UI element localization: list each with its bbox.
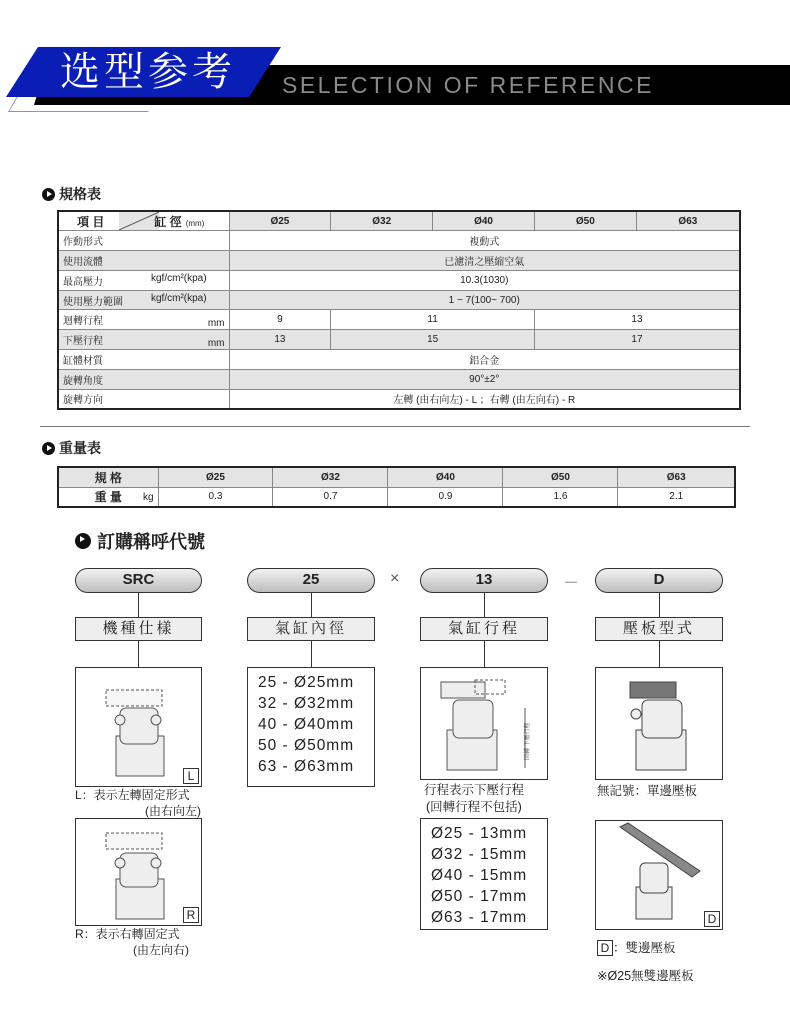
weight-header-spec: 規 格 xyxy=(58,467,158,487)
spec-row xyxy=(58,310,740,330)
stroke-option: Ø63 - 17mm xyxy=(431,909,528,926)
code-bore: 25 xyxy=(247,568,375,593)
spec-row xyxy=(58,330,740,350)
separator-dash: － xyxy=(563,575,580,592)
weight-row xyxy=(58,487,735,507)
double-plate-figure xyxy=(595,820,723,930)
weight-value: 0.3 xyxy=(158,487,273,507)
connector xyxy=(484,593,485,617)
stroke-figure-label: 回轉 下壓行程 xyxy=(525,722,531,760)
left-caption: L：表示左轉固定形式 xyxy=(75,788,190,802)
spec-row-label xyxy=(58,369,229,389)
spec-cell: 90°±2° xyxy=(229,369,740,389)
stroke-caption: 行程表示下壓行程 xyxy=(424,783,525,797)
weight-value: 0.7 xyxy=(273,487,388,507)
weight-header-col: Ø40 xyxy=(388,467,503,487)
spec-row xyxy=(58,369,740,389)
spec-cell: 13 xyxy=(534,310,740,330)
connector xyxy=(311,593,312,617)
note: ※Ø25無雙邊壓板 xyxy=(597,969,694,983)
spec-row-label xyxy=(58,389,229,409)
spec-row-label xyxy=(58,310,229,330)
spec-row xyxy=(58,251,740,271)
spec-cell: 17 xyxy=(534,330,740,350)
spec-cell: 已濾清之壓縮空氣 xyxy=(229,251,740,271)
stroke-option: Ø25 - 13mm xyxy=(431,825,528,842)
spec-title: 規格表 xyxy=(59,186,101,202)
spec-row-unit: kgf/cm²(kpa) xyxy=(151,272,207,284)
spec-row-label xyxy=(58,251,229,271)
play-bullet-icon xyxy=(75,533,91,549)
bore-option: 40 - Ø40mm xyxy=(258,716,355,733)
right-caption: R：表示右轉固定式 xyxy=(75,927,180,941)
spec-row-label-text: 下壓行程 xyxy=(63,336,103,348)
label-plate: 壓板型式 xyxy=(595,617,723,641)
spec-row-unit: mm xyxy=(207,318,225,330)
label-model: 機種仕樣 xyxy=(75,617,202,641)
spec-header-col: Ø32 xyxy=(331,211,433,231)
spec-header-item-bore xyxy=(58,211,229,231)
order-title: 訂購稱呼代號 xyxy=(97,532,205,552)
spec-row-label-text: 旋轉角度 xyxy=(63,375,103,387)
stroke-caption-sub: (回轉行程不包括) xyxy=(426,800,522,814)
spec-row-label xyxy=(58,350,229,370)
spec-cell: 11 xyxy=(331,310,535,330)
tag-L: L xyxy=(183,768,199,784)
stroke-figure xyxy=(420,667,548,780)
spec-row-label-text: 迴轉行程 xyxy=(63,316,103,328)
weight-header-row xyxy=(58,467,735,487)
double-plate-caption-text: ：雙邊壓板 xyxy=(613,941,676,955)
play-bullet-icon xyxy=(42,442,55,455)
spec-header-col: Ø63 xyxy=(636,211,740,231)
spec-row xyxy=(58,290,740,310)
bore-option: 50 - Ø50mm xyxy=(258,737,355,754)
connector xyxy=(138,593,139,617)
bore-option: 25 - Ø25mm xyxy=(258,674,355,691)
code-plate: D xyxy=(595,568,723,593)
single-plate-clamp-illustration xyxy=(596,668,722,779)
double-plate-caption xyxy=(597,940,676,956)
spec-row-label-text: 最高壓力 xyxy=(63,276,103,288)
spec-row-label xyxy=(58,231,229,251)
spec-cell: 10.3(1030) xyxy=(229,270,740,290)
spec-cell: 15 xyxy=(331,330,535,350)
weight-label-text: 重 量 xyxy=(94,490,122,505)
spec-row-label xyxy=(58,270,229,290)
spec-header-col: Ø50 xyxy=(534,211,636,231)
left-turn-figure xyxy=(75,667,202,787)
spec-table xyxy=(57,210,741,410)
spec-header-unit: (mm) xyxy=(185,218,205,228)
clamp-stroke-illustration xyxy=(421,668,547,779)
spec-row-label-text: 使用流體 xyxy=(63,256,103,268)
spec-header-col: Ø25 xyxy=(229,211,331,231)
weight-value: 1.6 xyxy=(503,487,618,507)
spec-row-label-text: 旋轉方向 xyxy=(63,395,103,407)
right-turn-figure xyxy=(75,818,202,926)
code-model: SRC xyxy=(75,568,202,593)
page-subtitle: SELECTION OF REFERENCE xyxy=(282,72,654,98)
spec-row xyxy=(58,350,740,370)
left-caption-sub: (由右向左) xyxy=(145,804,201,818)
stroke-option: Ø32 - 15mm xyxy=(431,846,528,863)
stroke-list xyxy=(420,818,548,930)
stroke-option: Ø50 - 17mm xyxy=(431,888,528,905)
connector xyxy=(659,641,660,667)
weight-value: 0.9 xyxy=(388,487,503,507)
connector xyxy=(311,641,312,667)
page-title: 选型参考 xyxy=(60,49,236,95)
spec-row-unit: kgf/cm²(kpa) xyxy=(151,292,207,304)
stroke-option: Ø40 - 15mm xyxy=(431,867,528,884)
bore-option: 32 - Ø32mm xyxy=(258,695,355,712)
weight-title: 重量表 xyxy=(59,440,101,456)
spec-row-unit: mm xyxy=(207,338,225,350)
order-section-heading xyxy=(75,528,205,554)
connector xyxy=(484,641,485,667)
code-stroke: 13 xyxy=(420,568,548,593)
weight-header-col: Ø32 xyxy=(273,467,388,487)
spec-section-heading xyxy=(42,184,101,204)
spec-header-col: Ø40 xyxy=(433,211,535,231)
connector xyxy=(138,641,139,667)
weight-section-heading xyxy=(42,438,101,458)
spec-header-item: 項 目 xyxy=(77,214,105,229)
weight-table xyxy=(57,466,736,508)
weight-label xyxy=(58,487,158,507)
label-bore: 氣缸內徑 xyxy=(247,617,375,641)
spec-header-bore: 缸 徑 xyxy=(154,214,182,229)
spec-cell: 1 ~ 7(100~ 700) xyxy=(229,290,740,310)
tag-D: D xyxy=(704,911,720,927)
bore-option: 63 - Ø63mm xyxy=(258,758,355,775)
label-stroke: 氣缸行程 xyxy=(420,617,548,641)
spec-row-label-text: 作動形式 xyxy=(63,237,103,249)
spec-cell: 9 xyxy=(229,310,331,330)
divider xyxy=(40,426,750,427)
spec-cell: 鋁合金 xyxy=(229,350,740,370)
spec-row xyxy=(58,270,740,290)
tag-D-legend: D xyxy=(597,940,613,956)
spec-row xyxy=(58,231,740,251)
connector xyxy=(659,593,660,617)
spec-cell: 13 xyxy=(229,330,331,350)
weight-value: 2.1 xyxy=(618,487,735,507)
tag-R: R xyxy=(183,907,199,923)
play-bullet-icon xyxy=(42,188,55,201)
weight-header-col: Ø50 xyxy=(503,467,618,487)
spec-header-row xyxy=(58,211,740,231)
weight-unit: kg xyxy=(142,491,154,503)
spec-row-label-text: 使用壓力範圍 xyxy=(63,296,123,308)
weight-header-col: Ø63 xyxy=(618,467,735,487)
spec-cell: 複動式 xyxy=(229,231,740,251)
single-plate-caption: 無記號：單邊壓板 xyxy=(597,784,698,798)
bore-list xyxy=(247,667,375,787)
right-caption-sub: (由左向右) xyxy=(133,943,189,957)
spec-row xyxy=(58,389,740,409)
spec-row-label xyxy=(58,290,229,310)
weight-header-col: Ø25 xyxy=(158,467,273,487)
single-plate-figure xyxy=(595,667,723,780)
separator-times: × xyxy=(390,570,400,587)
spec-row-label xyxy=(58,330,229,350)
spec-row-label-text: 缸體材質 xyxy=(63,355,103,367)
spec-cell: 左轉 (由右向左) - L ；右轉 (由左向右) - R xyxy=(229,389,740,409)
